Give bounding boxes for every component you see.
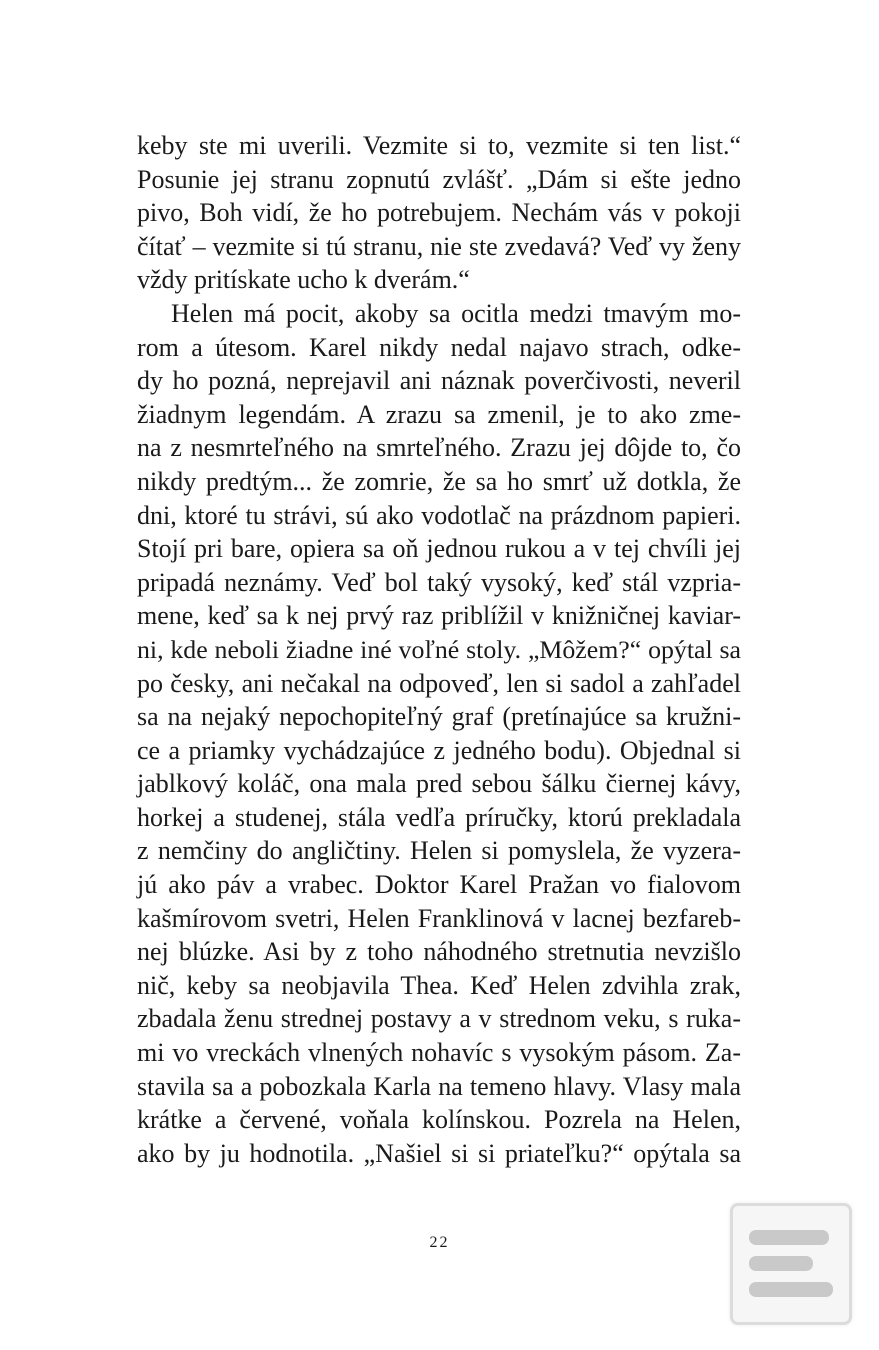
- text-line: mene, keď sa k nej prvý raz priblížil v knižničnej kaviar-: [137, 601, 741, 631]
- text-line: ni, kde neboli žiadne iné voľné stoly. „Môžem?“ opýtal sa: [137, 634, 741, 664]
- text-line: horkej a studenej, stála vedľa príručky, ktorú prekladala: [137, 802, 741, 832]
- text-line: stavila sa a pobozkala Karla na temeno hlavy. Vlasy mala: [137, 1071, 741, 1101]
- text-line: žiadnym legendám. A zrazu sa zmenil, je to ako zme-: [137, 399, 741, 429]
- text-line: pripadá neznámy. Veď bol taký vysoký, keď stál vzpria-: [137, 567, 741, 597]
- text-line: krátke a červené, voňala kolínskou. Pozrela na Helen,: [137, 1105, 741, 1135]
- text-line: jablkový koláč, ona mala pred sebou šálku čiernej kávy,: [137, 769, 741, 799]
- text-line: dni, ktoré tu strávi, sú ako vodotlač na prázdnom papieri.: [137, 500, 741, 530]
- text-line: Helen má pocit, akoby sa ocitla medzi tmavým mo-: [171, 298, 741, 328]
- text-line: Posunie jej stranu zopnutú zvlášť. „Dám si ešte jedno: [137, 164, 741, 194]
- text-line: keby ste mi uverili. Vezmite si to, vezmite si ten list.“: [137, 131, 741, 160]
- text-line: ce a priamky vychádzajúce z jedného bodu). Objednal si: [137, 735, 741, 765]
- text-line: jú ako páv a vrabec. Doktor Karel Pražan vo fialovom: [137, 870, 741, 900]
- text-line: čítať – vezmite si tú stranu, nie ste zvedavá? Veď vy ženy: [137, 231, 741, 261]
- text-line: dy ho pozná, neprejavil ani náznak poverčivosti, neveril: [137, 366, 741, 396]
- book-stack-bar: [749, 1230, 829, 1245]
- text-line: nikdy predtým... že zomrie, že sa ho smrť už dotkla, že: [137, 466, 741, 496]
- text-line: po česky, ani nečakal na odpoveď, len si sadol a zahľadel: [137, 668, 741, 698]
- text-line: kašmírovom svetri, Helen Franklinová v lacnej bezfareb-: [137, 903, 741, 933]
- text-line: vždy pritískate ucho k dverám.“: [137, 265, 470, 295]
- text-line: sa na nejaký nepochopiteľný graf (pretínajúce sa kružni-: [137, 702, 741, 732]
- book-stack-icon[interactable]: [730, 1203, 852, 1325]
- text-line: Stojí pri bare, opiera sa oň jednou rukou a v tej chvíli jej: [137, 534, 741, 564]
- text-line: na z nesmrteľného na smrteľného. Zrazu jej dôjde to, čo: [137, 433, 741, 463]
- text-line: pivo, Boh vidí, že ho potrebujem. Nechám vás v pokoji: [137, 198, 741, 228]
- text-line: nej blúzke. Asi by z toho náhodného stretnutia nevzišlo: [137, 937, 741, 967]
- book-stack-bar: [749, 1256, 813, 1271]
- page-number: 22: [429, 1234, 450, 1251]
- text-line: zbadala ženu strednej postavy a v strednom veku, s ruka-: [137, 1004, 741, 1034]
- text-line: ako by ju hodnotila. „Našiel si si priateľku?“ opýtala sa: [137, 1138, 741, 1168]
- body-text: [137, 129, 741, 1170]
- text-line: nič, keby sa neobjavila Thea. Keď Helen zdvihla zrak,: [137, 970, 741, 1000]
- text-line: rom a útesom. Karel nikdy nedal najavo strach, odke-: [137, 332, 741, 362]
- text-line: z nemčiny do angličtiny. Helen si pomyslela, že vyzera-: [137, 836, 741, 866]
- book-stack-bar: [749, 1282, 833, 1297]
- text-line: mi vo vreckách vlnených nohavíc s vysokým pásom. Za-: [137, 1038, 741, 1068]
